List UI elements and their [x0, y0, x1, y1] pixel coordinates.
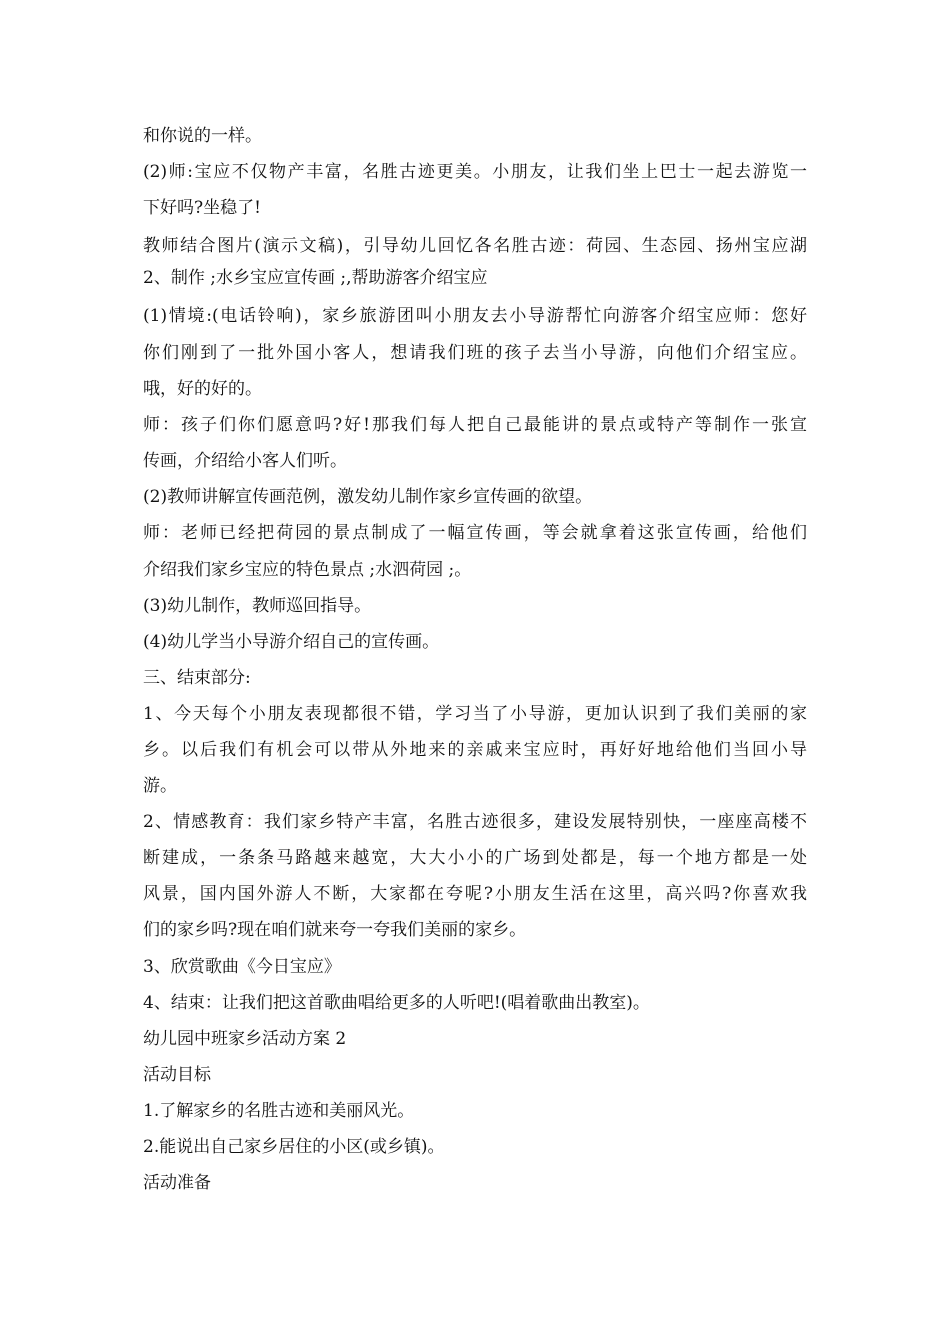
text-line: 游。 — [143, 776, 177, 796]
section-heading: 幼儿园中班家乡活动方案 2 — [143, 1029, 347, 1049]
text-line: 3、欣赏歌曲《今日宝应》 — [143, 957, 341, 977]
text-line: 乡。以后我们有机会可以带从外地来的亲戚来宝应时，再好好地给他们当回小导 — [143, 740, 807, 760]
section-heading: 活动目标 — [143, 1065, 211, 1085]
text-line: (1)情境:(电话铃响)，家乡旅游团叫小朋友去小导游帮忙向游客介绍宝应师：您好 — [143, 306, 807, 326]
text-line: 2、制作 ;水乡宝应宣传画 ;,帮助游客介绍宝应 — [143, 268, 488, 288]
text-line: (4)幼儿学当小导游介绍自己的宣传画。 — [143, 632, 440, 652]
text-line: 2、情感教育：我们家乡特产丰富，名胜古迹很多，建设发展特别快，一座座高楼不 — [143, 812, 807, 832]
text-line: 师：孩子们你们愿意吗?好!那我们每人把自己最能讲的景点或特产等制作一张宣 — [143, 415, 807, 435]
text-line: 你们刚到了一批外国小客人，想请我们班的孩子去当小导游，向他们介绍宝应。 — [143, 343, 807, 363]
text-line: (2)教师讲解宣传画范例，激发幼儿制作家乡宣传画的欲望。 — [143, 487, 593, 507]
text-line: 1、今天每个小朋友表现都很不错，学习当了小导游，更加认识到了我们美丽的家 — [143, 704, 807, 724]
text-line: (2)师:宝应不仅物产丰富，名胜古迹更美。小朋友，让我们坐上巴士一起去游览一 — [143, 162, 807, 182]
text-line: (3)幼儿制作，教师巡回指导。 — [143, 596, 372, 616]
text-line: 风景，国内国外游人不断，大家都在夸呢?小朋友生活在这里，高兴吗?你喜欢我 — [143, 884, 807, 904]
text-line: 4、结束：让我们把这首歌曲唱给更多的人听吧!(唱着歌曲出教室)。 — [143, 993, 650, 1013]
text-line: 下好吗?坐稳了! — [143, 198, 261, 218]
text-line: 介绍我们家乡宝应的特色景点 ;水泗荷园 ;。 — [143, 560, 472, 580]
text-line: 们的家乡吗?现在咱们就来夸一夸我们美丽的家乡。 — [143, 920, 527, 940]
text-line: 师：老师已经把荷园的景点制成了一幅宣传画，等会就拿着这张宣传画，给他们 — [143, 523, 807, 543]
list-item: 1.了解家乡的名胜古迹和美丽风光。 — [143, 1101, 415, 1121]
text-line: 断建成，一条条马路越来越宽，大大小小的广场到处都是，每一个地方都是一处 — [143, 848, 807, 868]
text-line: 教师结合图片(演示文稿)，引导幼儿回忆各名胜古迹：荷园、生态园、扬州宝应湖 — [143, 236, 807, 256]
section-heading: 活动准备 — [143, 1173, 211, 1193]
text-line: 传画，介绍给小客人们听。 — [143, 451, 347, 471]
section-heading: 三、结束部分: — [143, 668, 251, 688]
list-item: 2.能说出自己家乡居住的小区(或乡镇)。 — [143, 1137, 445, 1157]
text-line: 哦，好的好的。 — [143, 379, 262, 399]
text-line: 和你说的一样。 — [143, 126, 262, 146]
